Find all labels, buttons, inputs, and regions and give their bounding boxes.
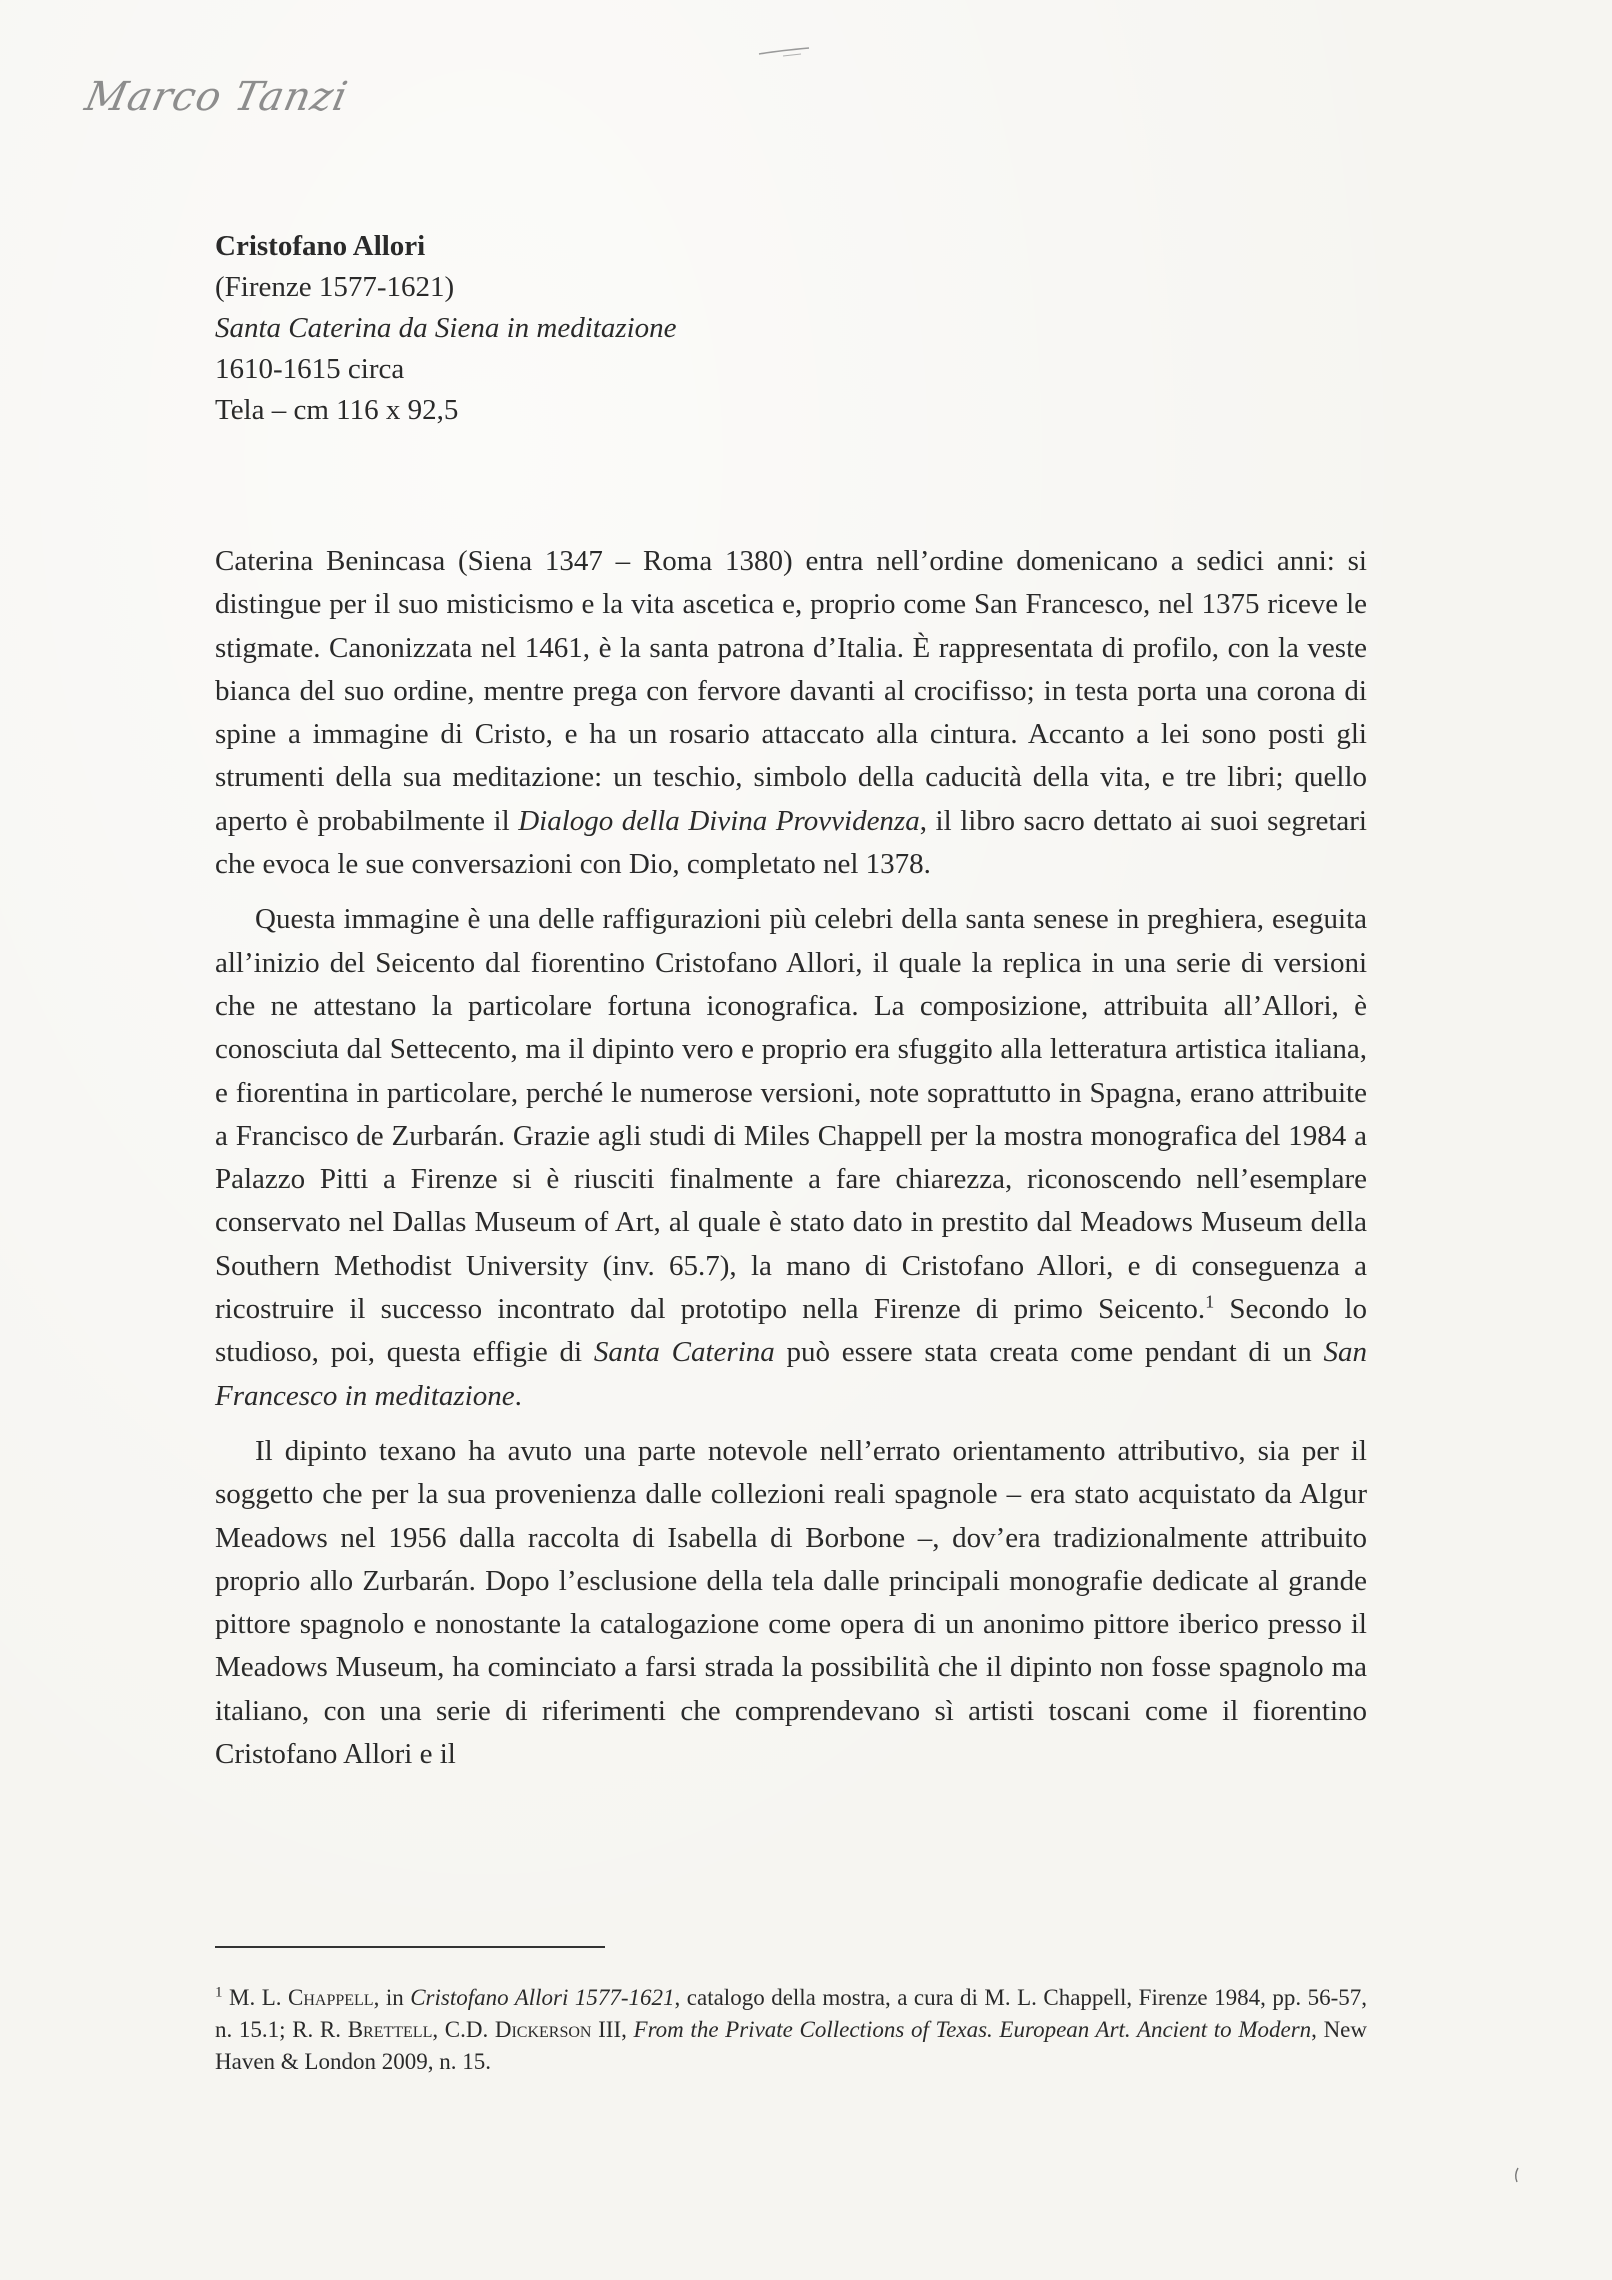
pencil-tick-icon (1512, 2166, 1522, 2184)
paragraph-1 (215, 540, 1367, 886)
paragraph-2 (215, 898, 1367, 1418)
footnote-ref-1: 1 (1205, 1291, 1215, 1312)
footnote-author-1: Chappell (288, 1985, 374, 2010)
paragraph-2-text-a: Questa immagine è una delle raffigurazioni più celebri della santa senese in preghiera, eseguita all’inizio del Seicento dal fiorentino Cristofano Allori, il quale la replica in una serie di versioni che ne attestano la particolare fortuna iconografica. La composizione, attribuita all’Allori, è conosciuta dal Settecento, ma il dipinto vero e proprio era sfuggito alla letteratura artistica italiana, e fiorentina in particolare, perché le numerose versioni, note soprattutto in Spagna, erano attribuite a Francisco de Zurbarán. Grazie agli studi di Miles Chappell per la mostra monografica del 1984 a Palazzo Pitti a Firenze si è riusciti finalmente a fare chiarezza, riconoscendo nell’esemplare conservato nel Dallas Museum of Art, al quale è stato dato in prestito dal Meadows Museum della Southern Methodist University (inv. 65.7), la mano di Cristofano Allori, e di conseguenza a ricostruire il successo incontrato dal prototipo nella Firenze di primo Seicento. (215, 903, 1367, 1326)
footnote-title-1: Cristofano Allori 1577-1621 (410, 1985, 675, 2010)
footnote-number: 1 (215, 1984, 223, 2001)
artist-dates: (Firenze 1577-1621) (215, 271, 455, 303)
body-text (215, 540, 1367, 1776)
footnote-divider (215, 1946, 605, 1948)
footnote-text-c: , catalogo della mostra, a cura di M. L. Chappell, Firenze 1984, pp. 56-57, n. 15.1; R. R. (215, 1985, 1368, 2042)
footnote-title-2: From the Private Collections of Texas. European Art. Ancient to Modern (633, 2017, 1312, 2042)
footnote-1 (215, 1982, 1367, 2078)
paragraph-2-italic-1: Santa Caterina (593, 1336, 775, 1369)
footnote-text-a: M. L. (222, 1985, 288, 2010)
footnote-text-e: III, (591, 2017, 634, 2042)
paragraph-2-text-b: Secondo lo studioso, poi, questa effigie di (215, 1293, 1367, 1369)
paragraph-1-text-b: , il libro sacro dettato ai suoi segretari che evoca le sue conversazioni con Dio, completato nel 1378. (215, 804, 1367, 881)
letterhead-signature (81, 74, 352, 120)
artwork-header (215, 226, 677, 431)
footnote-author-3: Dickerson (494, 2017, 592, 2042)
footnote-author-2: Brettell (347, 2017, 433, 2042)
artwork-medium: Tela – cm 116 x 92,5 (215, 394, 459, 426)
paragraph-3: Il dipinto texano ha avuto una parte notevole nell’errato orientamento attributivo, sia per il soggetto che per la sua provenienza dalle collezioni reali spagnole – era stato acquistato da Algur Meadows nel 1956 dalla raccolta di Isabella di Borbone –, dov’era tradizionalmente attribuito proprio allo Zurbarán. Dopo l’esclusione della tela dalle principali monografie dedicate al grande pittore spagnolo e nonostante la catalogazione come opera di un anonimo pittore iberico presso il Meadows Museum, ha cominciato a farsi strada la possibilità che il dipinto non fosse spagnolo ma italiano, con una serie di riferimenti che comprendevano sì artisti toscani come il fiorentino Cristofano Allori e il (215, 1434, 1367, 1771)
paragraph-2-italic-2: San Francesco in meditazione (215, 1336, 1367, 1412)
footnote-text-b: , in (373, 1985, 411, 2010)
letterhead-name: Marco Tanzi (81, 74, 353, 120)
artist-name: Cristofano Allori (215, 230, 426, 262)
pencil-mark-icon (757, 44, 813, 60)
artwork-title: Santa Caterina da Siena in meditazione (215, 312, 677, 344)
paragraph-1-text-a: Caterina Benincasa (Siena 1347 – Roma 1380) entra nell’ordine domenicano a sedici anni: si distingue per il suo misticismo e la vita ascetica e, proprio come San Francesco, nel 1375 riceve le stigmate. Canonizzata nel 1461, è la santa patrona d’Italia. È rappresentata di profilo, con la veste bianca del suo ordine, mentre prega con fervore davanti al crocifisso; in testa porta una corona di spine a immagine di Cristo, e ha un rosario attaccato alla cintura. Accanto a lei sono posti gli strumenti della sua meditazione: un teschio, simbolo della caducità della vita, e tre libri; quello aperto è probabilmente il (215, 545, 1367, 837)
paragraph-2-text-d: . (514, 1379, 522, 1412)
paragraph-2-text-c: può essere stata creata come pendant di un (774, 1336, 1324, 1369)
paragraph-1-italic: Dialogo della Divina Provvidenza (518, 804, 920, 837)
artwork-date: 1610-1615 circa (215, 353, 405, 385)
footnote-text-f: , New Haven & London 2009, n. 15. (215, 2017, 1368, 2074)
footnote-text-d: , C.D. (432, 2017, 495, 2042)
